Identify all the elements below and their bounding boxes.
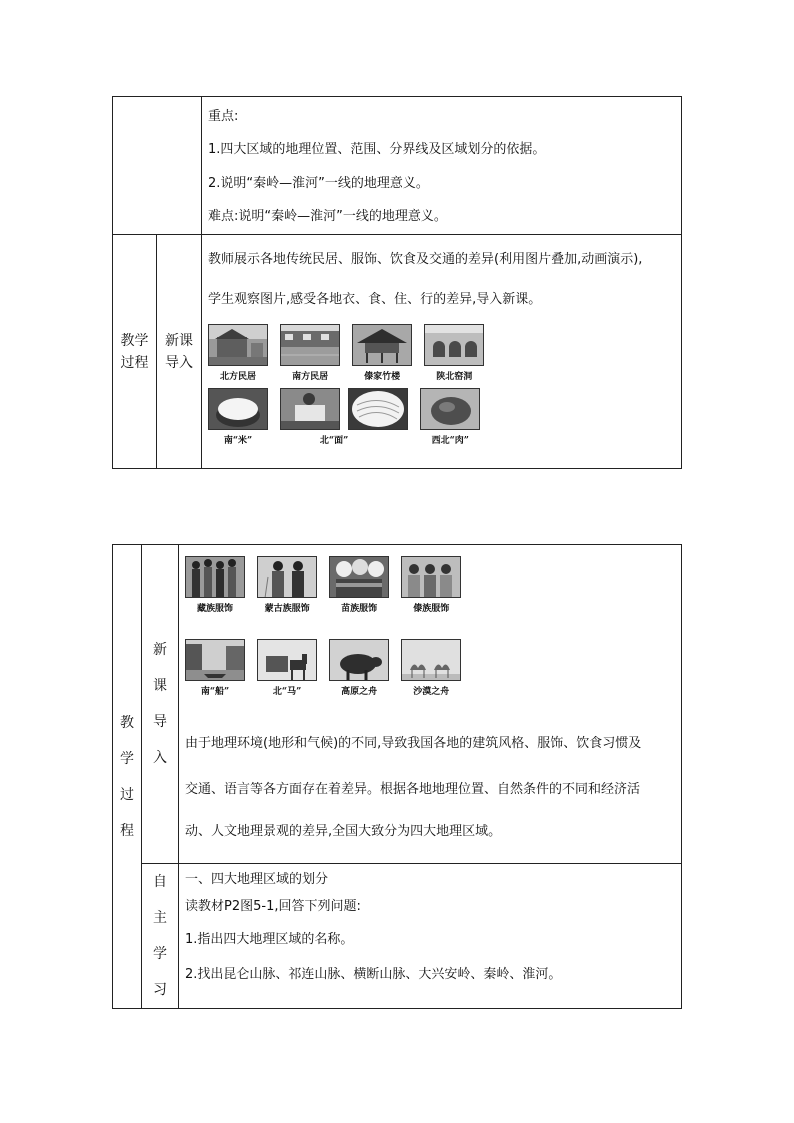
- stage-label: 新课导入: [157, 235, 202, 469]
- meat-photo: [420, 388, 480, 430]
- reading-instruction: 读教材P2图5-1,回答下列问题:: [185, 899, 361, 914]
- north-house-photo: [208, 324, 268, 366]
- section-title: 一、四大地理区域的划分: [185, 872, 329, 887]
- process-label: 教学过程: [113, 235, 157, 469]
- mongolian-costume-photo: [257, 556, 317, 598]
- lesson-table-2: [112, 544, 682, 1009]
- yak-photo: [329, 639, 389, 681]
- paragraph-line-3: 动、人文地理景观的差异,全国大致分为四大地理区域。: [185, 824, 502, 839]
- noodle-making-photo: [280, 388, 340, 430]
- intro-line-2: 学生观察图片,感受各地衣、食、住、行的差异,导入新课。: [208, 292, 542, 307]
- caption-cave-dwelling: 陕北窑洞: [436, 372, 473, 382]
- caption-south-house: 南方民居: [292, 372, 329, 382]
- empty-label-cell: [113, 97, 202, 235]
- paragraph-line-2: 交通、语言等各方面存在着差异。根据各地地理位置、自然条件的不同和经济活: [185, 782, 641, 797]
- caption-boat: 南“船”: [200, 687, 230, 697]
- caption-tibetan-costume: 藏族服饰: [196, 604, 233, 614]
- caption-miao-costume: 苗族服饰: [341, 604, 378, 614]
- caption-camel: 沙漠之舟: [413, 687, 450, 697]
- cave-dwelling-photo: [424, 324, 484, 366]
- miao-costume-photo: [329, 556, 389, 598]
- boat-photo: [185, 639, 245, 681]
- rice-photo: [208, 388, 268, 430]
- camel-photo: [401, 639, 461, 681]
- caption-dai-costume: 傣族服饰: [413, 604, 450, 614]
- dai-costume-photo: [401, 556, 461, 598]
- caption-dai-bamboo-house: 傣家竹楼: [364, 372, 401, 382]
- question-1: 1.指出四大地理区域的名称。: [185, 932, 354, 947]
- self-study-cell: [179, 864, 682, 1009]
- question-2: 2.找出昆仑山脉、祁连山脉、横断山脉、大兴安岭、秦岭、淮河。: [185, 967, 562, 982]
- caption-horse: 北“马”: [272, 687, 302, 697]
- intro-cell: [202, 235, 682, 469]
- caption-noodles: 北“面”: [319, 436, 349, 446]
- caption-meat: 西北“肉”: [431, 436, 469, 446]
- noodles-photo: [348, 388, 408, 430]
- self-study-label-vertical: 自 主 学 习: [142, 864, 179, 1009]
- difficulty-text: 难点:说明“秦岭—淮河”一线的地理意义。: [208, 209, 447, 224]
- horse-photo: [257, 639, 317, 681]
- focus-point-2: 2.说明“秦岭—淮河”一线的地理意义。: [208, 176, 429, 191]
- tibetan-costume-photo: [185, 556, 245, 598]
- south-house-photo: [280, 324, 340, 366]
- focus-heading: 重点:: [208, 109, 239, 124]
- caption-yak: 高原之舟: [341, 687, 378, 697]
- process-label-vertical: 教 学 过 程: [113, 545, 142, 1009]
- caption-north-house: 北方民居: [219, 372, 256, 382]
- focus-cell: [202, 97, 682, 235]
- stage-label-vertical: 新 课 导 入: [142, 545, 179, 864]
- caption-mongolian-costume: 蒙古族服饰: [264, 604, 310, 614]
- intro-images-cell: [179, 545, 682, 864]
- lesson-table-1: [112, 96, 682, 469]
- dai-bamboo-house-photo: [352, 324, 412, 366]
- intro-line-1: 教师展示各地传统民居、服饰、饮食及交通的差异(利用图片叠加,动画演示),: [208, 252, 643, 267]
- caption-rice: 南“米”: [223, 436, 253, 446]
- focus-point-1: 1.四大区域的地理位置、范围、分界线及区域划分的依据。: [208, 142, 546, 157]
- paragraph-line-1: 由于地理环境(地形和气候)的不同,导致我国各地的建筑风格、服饰、饮食习惯及: [185, 736, 642, 751]
